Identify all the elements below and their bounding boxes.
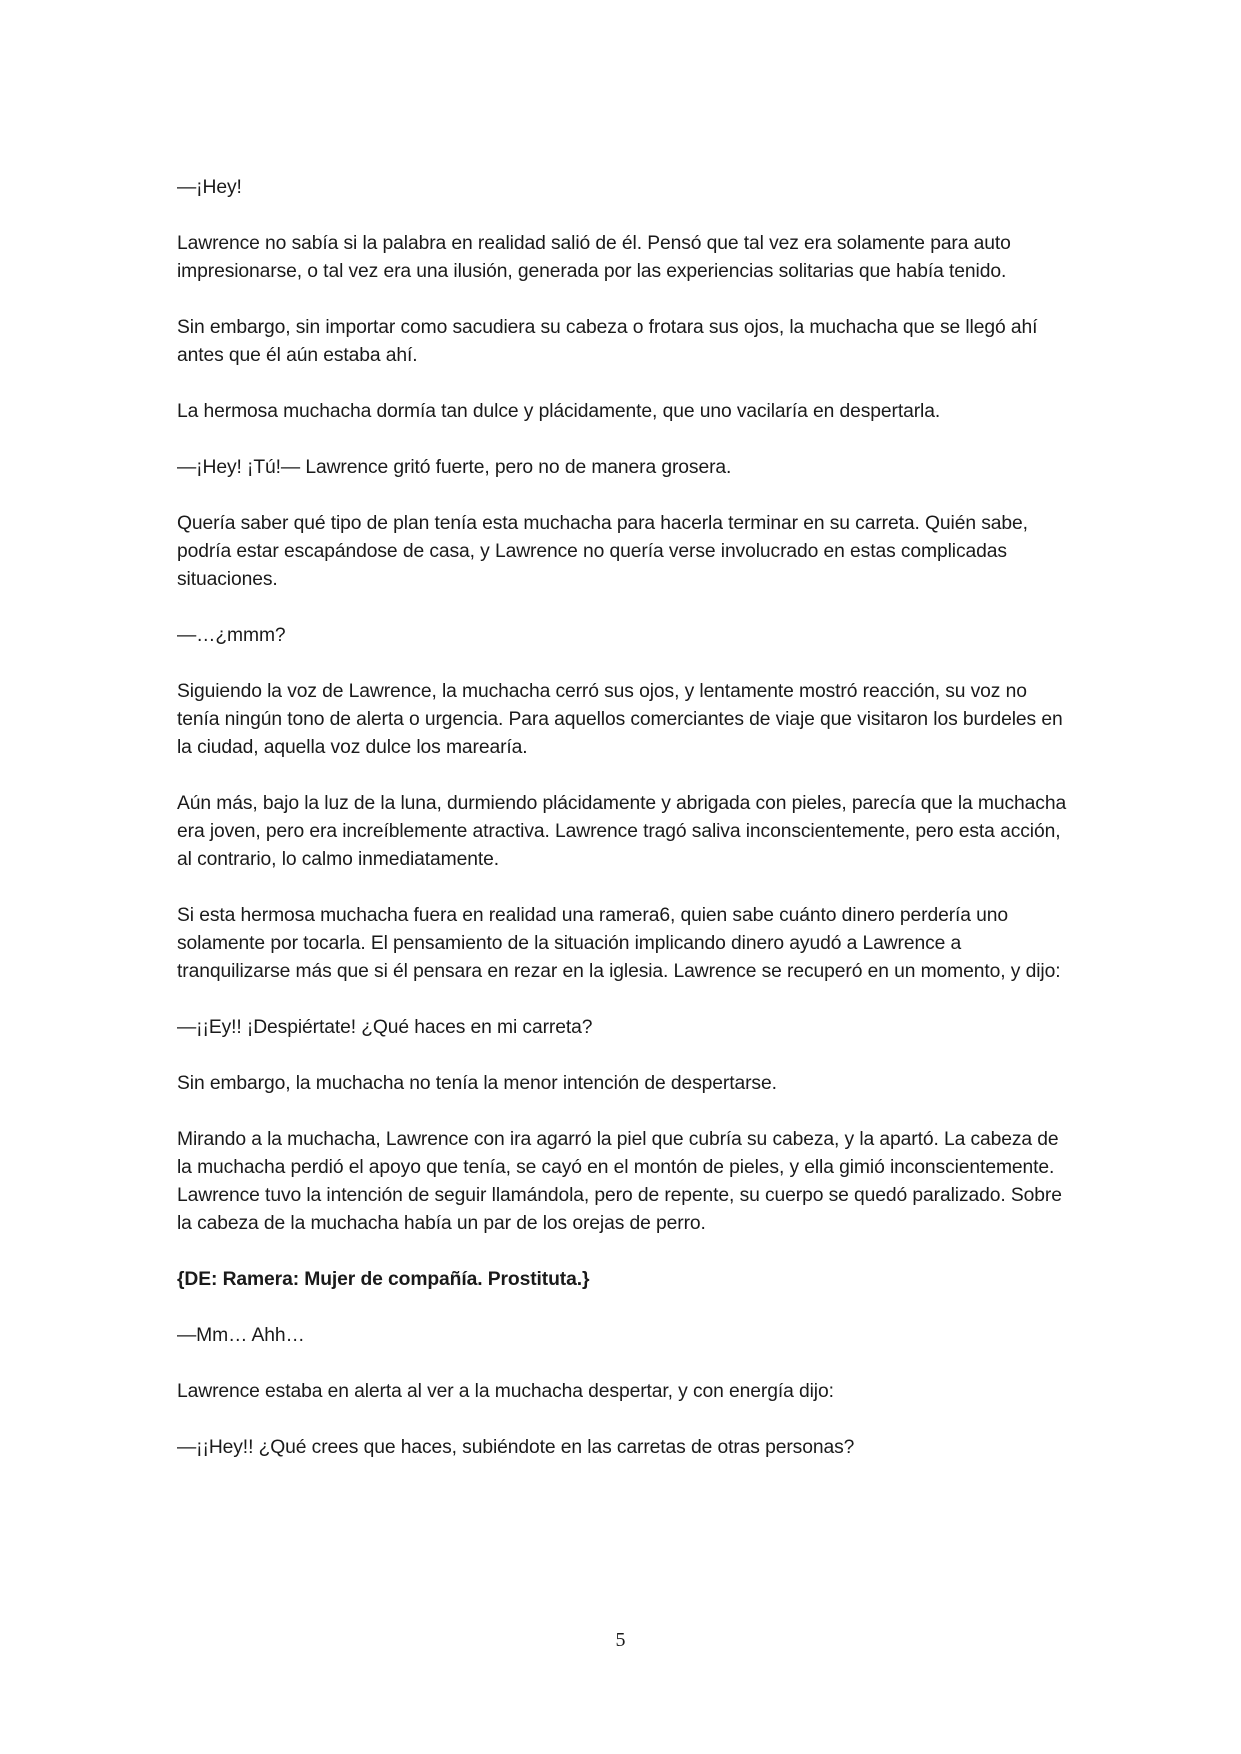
paragraph: Quería saber qué tipo de plan tenía esta muchacha para hacerla terminar en su carreta. Quién sabe, podría estar escapándose de casa, y Lawrence no quería verse involucrado en estas complicadas situaciones. xyxy=(177,513,1028,590)
paragraph: Siguiendo la voz de Lawrence, la muchacha cerró sus ojos, y lentamente mostró reacción, su voz no tenía ningún tono de alerta o urgencia. Para aquellos comerciantes de viaje que visitaron los burdeles en la ciudad, aquella voz dulce los marearía. xyxy=(177,681,1063,758)
paragraph: —¡¡Ey!! ¡Despiértate! ¿Qué haces en mi carreta? xyxy=(177,1017,593,1038)
page-number: 5 xyxy=(615,1629,626,1651)
paragraph: Lawrence no sabía si la palabra en realidad salió de él. Pensó que tal vez era solamente para auto impresionarse, o tal vez era una ilusión, generada por las experiencias solitarias que había tenido. xyxy=(177,233,1011,282)
paragraph: —Mm… Ahh… xyxy=(177,1325,305,1346)
paragraph: Mirando a la muchacha, Lawrence con ira agarró la piel que cubría su cabeza, y la apartó. La cabeza de la muchacha perdió el apoyo que tenía, se cayó en el montón de pieles, y ella gimió inconscientemente. Lawrence tuvo la intención de seguir llamándola, pero de repente, su cuerpo se quedó paralizado. Sobre la cabeza de la muchacha había un par de los orejas de perro. xyxy=(177,1129,1062,1234)
paragraph: —¡Hey! xyxy=(177,177,242,198)
paragraph: —…¿mmm? xyxy=(177,625,286,646)
paragraph: Sin embargo, la muchacha no tenía la menor intención de despertarse. xyxy=(177,1073,777,1094)
paragraph: —¡Hey! ¡Tú!— Lawrence gritó fuerte, pero no de manera grosera. xyxy=(177,457,732,478)
footnote-paragraph: {DE: Ramera: Mujer de compañía. Prostituta.} xyxy=(177,1269,590,1290)
paragraph: Lawrence estaba en alerta al ver a la muchacha despertar, y con energía dijo: xyxy=(177,1381,834,1402)
paragraph: Sin embargo, sin importar como sacudiera su cabeza o frotara sus ojos, la muchacha que se llegó ahí antes que él aún estaba ahí. xyxy=(177,317,1038,366)
paragraph: —¡¡Hey!! ¿Qué crees que haces, subiéndote en las carretas de otras personas? xyxy=(177,1437,855,1458)
paragraph: La hermosa muchacha dormía tan dulce y plácidamente, que uno vacilaría en despertarla. xyxy=(177,401,941,422)
page-body xyxy=(177,174,1067,1490)
paragraph: Aún más, bajo la luz de la luna, durmiendo plácidamente y abrigada con pieles, parecía que la muchacha era joven, pero era increíblemente atractiva. Lawrence tragó saliva inconscientemente, pero esta acción, al contrario, lo calmo inmediatamente. xyxy=(177,793,1067,870)
paragraph: Si esta hermosa muchacha fuera en realidad una ramera6, quien sabe cuánto dinero perdería uno solamente por tocarla. El pensamiento de la situación implicando dinero ayudó a Lawrence a tranquilizarse más que si él pensara en rezar en la iglesia. Lawrence se recuperó en un momento, y dijo: xyxy=(177,905,1061,982)
